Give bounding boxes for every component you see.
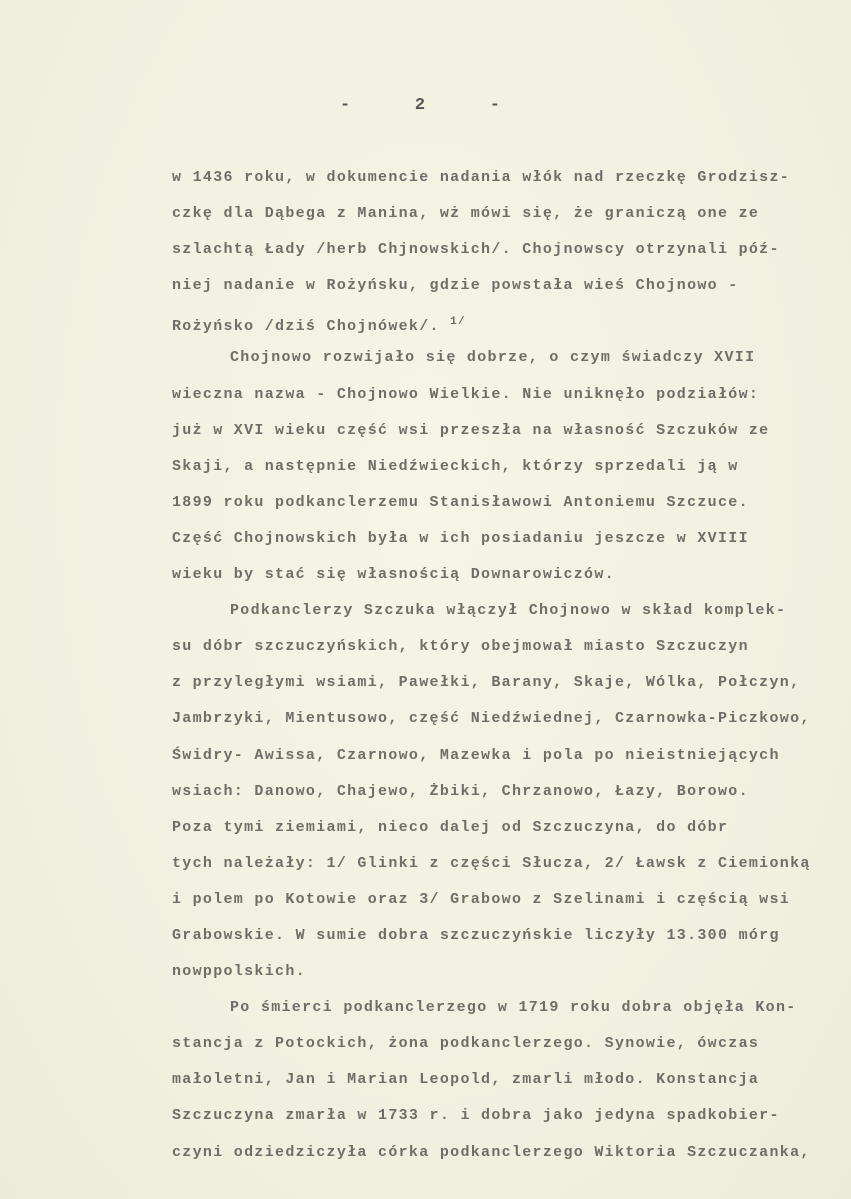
page-number [340,96,500,115]
text-line [172,1135,842,1171]
text-line-content: Świdry- Awissa, Czarnowo, Mazewka i pola po nieistniejących [172,746,780,764]
text-line [172,485,842,521]
text-line [172,990,842,1026]
text-line-content: z przyległymi wsiami, Pawełki, Barany, Skaje, Wólka, Połczyn, [172,674,801,692]
text-line [172,413,842,449]
text-line [172,665,842,701]
text-line-content: tych należały: 1/ Glinki z części Słucza, 2/ Ławsk z Ciemionką [172,854,811,872]
text-line [172,377,842,413]
text-line [172,1026,842,1062]
text-line-content: już w XVI wieku część wsi przeszła na własność Szczuków ze [172,421,770,439]
text-line-content: wieczna nazwa - Chojnowo Wielkie. Nie uniknęło podziałów: [172,385,760,403]
text-line [172,268,842,304]
text-line-content: su dóbr szczuczyńskich, który obejmował miasto Szczuczyn [172,638,749,656]
text-line [172,557,842,593]
text-line [172,846,842,882]
text-line [172,304,842,340]
text-line [172,160,842,196]
text-line [172,340,842,376]
text-line-content: Chojnowo rozwijało się dobrze, o czym świadczy XVII [230,349,756,367]
text-line-content: Część Chojnowskich była w ich posiadaniu jeszcze w XVIII [172,529,749,547]
text-line [172,196,842,232]
page-number-value: 2 [414,96,426,115]
text-line-content: Szczuczyna zmarła w 1733 r. i dobra jako jedyna spadkobier- [172,1107,780,1125]
text-line-content: Skaji, a następnie Niedźwieckich, którzy sprzedali ją w [172,457,739,475]
text-line [172,521,842,557]
text-line-content: Jambrzyki, Mientusowo, część Niedźwiednej, Czarnowka-Piczkowo, [172,710,811,728]
text-line-content: niej nadanie w Rożyńsku, gdzie powstała wieś Chojnowo - [172,277,739,295]
text-line-content: 1899 roku podkanclerzemu Stanisławowi Antoniemu Szczuce. [172,493,749,511]
text-line-content: wieku by stać się własnością Downarowiczów. [172,566,615,584]
text-line-content: czyni odziedziczyła córka podkanclerzego Wiktoria Szczuczanka, [172,1143,811,1161]
text-line-content: Grabowskie. W sumie dobra szczuczyńskie liczyły 13.300 mórg [172,926,780,944]
text-line [172,738,842,774]
text-line-content: stancja z Potockich, żona podkanclerzego. Synowie, ówczas [172,1035,760,1053]
text-line-content: Rożyńsko /dziś Chojnówek/. [172,318,440,336]
footnote-marker: 1/ [450,316,466,329]
text-line [172,810,842,846]
text-line [172,232,842,268]
text-line [172,449,842,485]
text-line [172,774,842,810]
text-line [172,701,842,737]
text-line [172,882,842,918]
text-line [172,1098,842,1134]
text-line-content: wsiach: Danowo, Chajewo, Żbiki, Chrzanowo, Łazy, Borowo. [172,782,749,800]
text-line-content: szlachtą Łady /herb Chjnowskich/. Chojnowscy otrzynali póź- [172,241,780,259]
body-text [172,160,842,1171]
text-line [172,593,842,629]
text-line [172,1062,842,1098]
text-line-content: czkę dla Dąbega z Manina, wż mówi się, że graniczą one ze [172,205,760,223]
text-line-content: Po śmierci podkanclerzego w 1719 roku dobra objęła Kon- [230,999,797,1017]
text-line-content: Podkanclerzy Szczuka włączył Chojnowo w skład komplek- [230,602,787,620]
text-line-content: i polem po Kotowie oraz 3/ Grabowo z Szelinami i częścią wsi [172,890,791,908]
page-number-dash-right: - [489,96,500,115]
text-line-content: Poza tymi ziemiami, nieco dalej od Szczuczyna, do dóbr [172,818,729,836]
text-line [172,954,842,990]
text-line-content: małoletni, Jan i Marian Leopold, zmarli młodo. Konstancja [172,1071,760,1089]
text-line [172,918,842,954]
text-line [172,629,842,665]
text-line-content: nowppolskich. [172,963,306,981]
page-number-dash-left: - [340,96,351,115]
text-line-content: w 1436 roku, w dokumencie nadania włók nad rzeczkę Grodzisz- [172,169,791,186]
